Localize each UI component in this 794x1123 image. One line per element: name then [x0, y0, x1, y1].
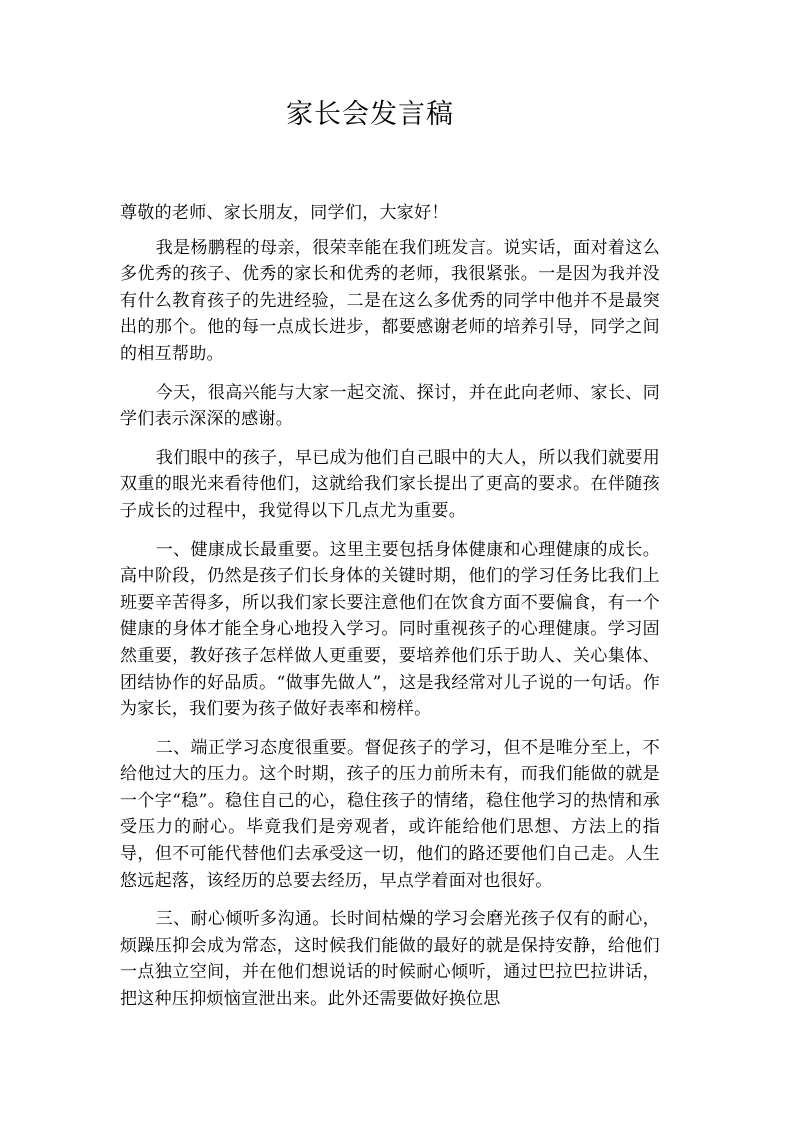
greeting-line: 尊敬的老师、家长朋友，同学们，大家好！: [120, 203, 449, 223]
paragraph-thanks: 今天，很高兴能与大家一起交流、探讨，并在此向老师、家长、同学们表示深深的感谢。: [120, 382, 660, 430]
document-body: [120, 200, 660, 1025]
paragraph-perspective: 我们眼中的孩子，早已成为他们自己眼中的大人，所以我们就要用双重的眼光来看待他们，这就给我们家长提出了更高的要求。在伴随孩子成长的过程中，我觉得以下几点尤为重要。: [120, 447, 660, 521]
paragraph-point-two: 二、端正学习态度很重要。督促孩子的学习，但不是唯分至上，不给他过大的压力。这个时期，孩子的压力前所未有，而我们能做的就是一个字“稳”。稳住自己的心，稳住孩子的情绪，稳住他学习的热情和承受压力的耐心。毕竟我们是旁观者，或许能给他们思想、方法上的指导，但不可能代替他们去承受这一切，他们的路还要他们自己走。人生悠远起落，该经历的总要去经历，早点学着面对也很好。: [120, 737, 660, 891]
paragraph-point-one: 一、健康成长最重要。这里主要包括身体健康和心理健康的成长。高中阶段，仍然是孩子们长身体的关键时期，他们的学习任务比我们上班要辛苦得多，所以我们家长要注意他们在饮食方面不要偏食，有一个健康的身体才能全身心地投入学习。同时重视孩子的心理健康。学习固然重要，教好孩子怎样做人更重要，要培养他们乐于助人、关心集体、团结协作的好品质。“做事先做人”，这是我经常对儿子说的一句话。作为家长，我们要为孩子做好表率和榜样。: [120, 539, 660, 720]
paragraph-intro: 我是杨鹏程的母亲，很荣幸能在我们班发言。说实话，面对着这么多优秀的孩子、优秀的家长和优秀的老师，我很紧张。一是因为我并没有什么教育孩子的先进经验，二是在这么多优秀的同学中他并不是最突出的那个。他的每一点成长进步，都要感谢老师的培养引导，同学之间的相互帮助。: [120, 237, 660, 364]
document-title: 家长会发言稿: [286, 99, 454, 130]
paragraph-point-three: 三、耐心倾听多沟通。长时间枯燥的学习会磨光孩子仅有的耐心，烦躁压抑会成为常态，这时候我们能做的最好的就是保持安静，给他们一点独立空间，并在他们想说话的时候耐心倾听，通过巴拉巴拉讲话，把这种压抑烦恼宣泄出来。此外还需要做好换位思: [120, 909, 660, 1010]
